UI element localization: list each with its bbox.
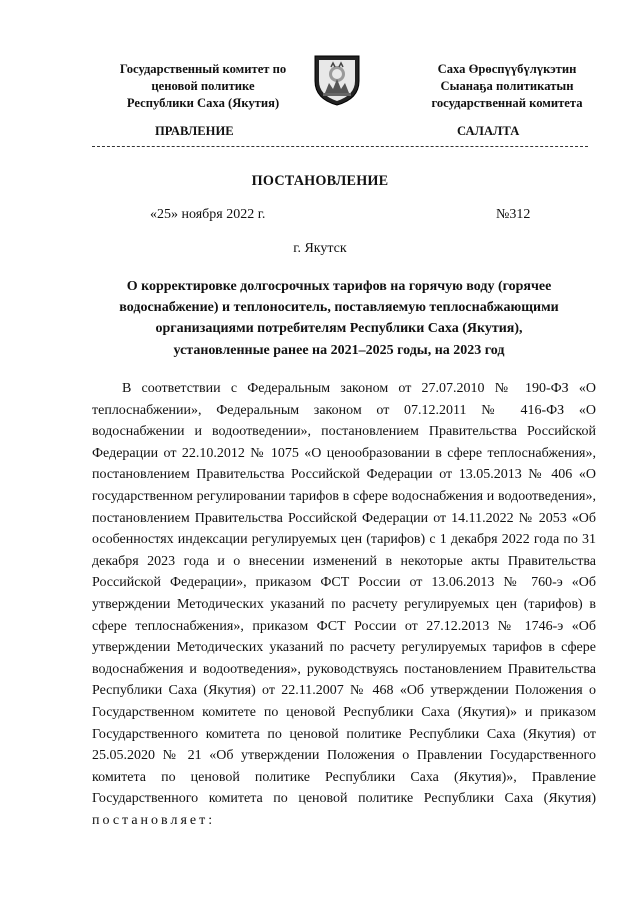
document-number: №312 <box>496 207 531 222</box>
header-right-line: Саха Өрөспүүбүлүкэтин <box>437 62 577 76</box>
subject-line: установленные ранее на 2021–2025 годы, на 2023 год <box>173 342 505 358</box>
document-type-title: ПОСТАНОВЛЕНИЕ <box>251 173 389 189</box>
document-city: г. Якутск <box>293 241 347 256</box>
resolves-word: постановляет: <box>92 812 216 828</box>
body-text: В соответствии с Федеральным законом от 27.07.2010 № 190-ФЗ «О теплоснабжении», Федеральным законом от 07.12.2011 № 416-ФЗ «О водоснабжении и водоотведении», постановлением Правительства Российской Федерации от 22.10.2012 № 1075 «О ценообразовании в сфере теплоснабжения», постановлением Правительства Российской Федерации от 13.05.2013 № 406 «О государственном регулировании тарифов в сфере водоснабжения и водоотведения», постановлением Правительства Российской Федерации от 14.11.2022 № 2053 «Об особенностях индексации регулируемых цен (тарифов) с 1 декабря 2022 года по 31 декабря 2023 года и о внесении изменений в некоторые акты Правительства Российской Федерации», приказом ФСТ России от 13.06.2013 № 760-э «Об утверждении Методических указаний по расчету регулируемых цен (тарифов) в сфере теплоснабжения», приказом ФСТ России от 27.12.2013 № 1746-э «Об утверждении Методических указаний по расчету регулируемых тарифов в сфере водоснабжения и водоотведения», руководствуясь постановлением Правительства Республики Саха (Якутия) от 22.11.2007 № 468 «Об утверждении Положения о Государственном комитете по ценовой Республики Саха (Якутия)» и приказом Государственного комитета по ценовой политике Республики Саха (Якутия) от 25.05.2020 № 21 «Об утверждении Положения о Правлении Государственного комитета по ценовой политике Республики Саха (Якутия)», Правление Государственного комитета по ценовой политике Республики Саха (Якутия) <box>92 381 596 807</box>
document-subject <box>100 276 578 361</box>
department-label-sakha: САЛАЛТА <box>457 124 520 138</box>
document-date: «25» ноября 2022 г. <box>150 207 266 222</box>
header-right-organization <box>392 61 622 112</box>
coat-of-arms-sakha-icon <box>313 53 361 107</box>
department-label-ru: ПРАВЛЕНИЕ <box>155 124 234 138</box>
header-left-organization <box>88 61 318 112</box>
header-divider <box>92 146 588 147</box>
header-left-line: Республики Саха (Якутия) <box>126 96 280 110</box>
subject-line: О корректировке долгосрочных тарифов на горячую воду (горячее <box>126 279 552 294</box>
header-left-line: Государственный комитет по <box>119 62 287 76</box>
header-right-line: государственнай комитета <box>431 96 583 110</box>
subject-line: организациями потребителям Республики Саха (Якутия), <box>155 321 523 337</box>
header-left-line: ценовой политике <box>151 79 255 93</box>
header-right-line: Сыанаҕа политикатын <box>440 79 574 93</box>
subject-line: водоснабжение) и теплоноситель, поставляемую теплоснабжающими <box>119 300 559 316</box>
body-paragraph <box>92 378 596 831</box>
